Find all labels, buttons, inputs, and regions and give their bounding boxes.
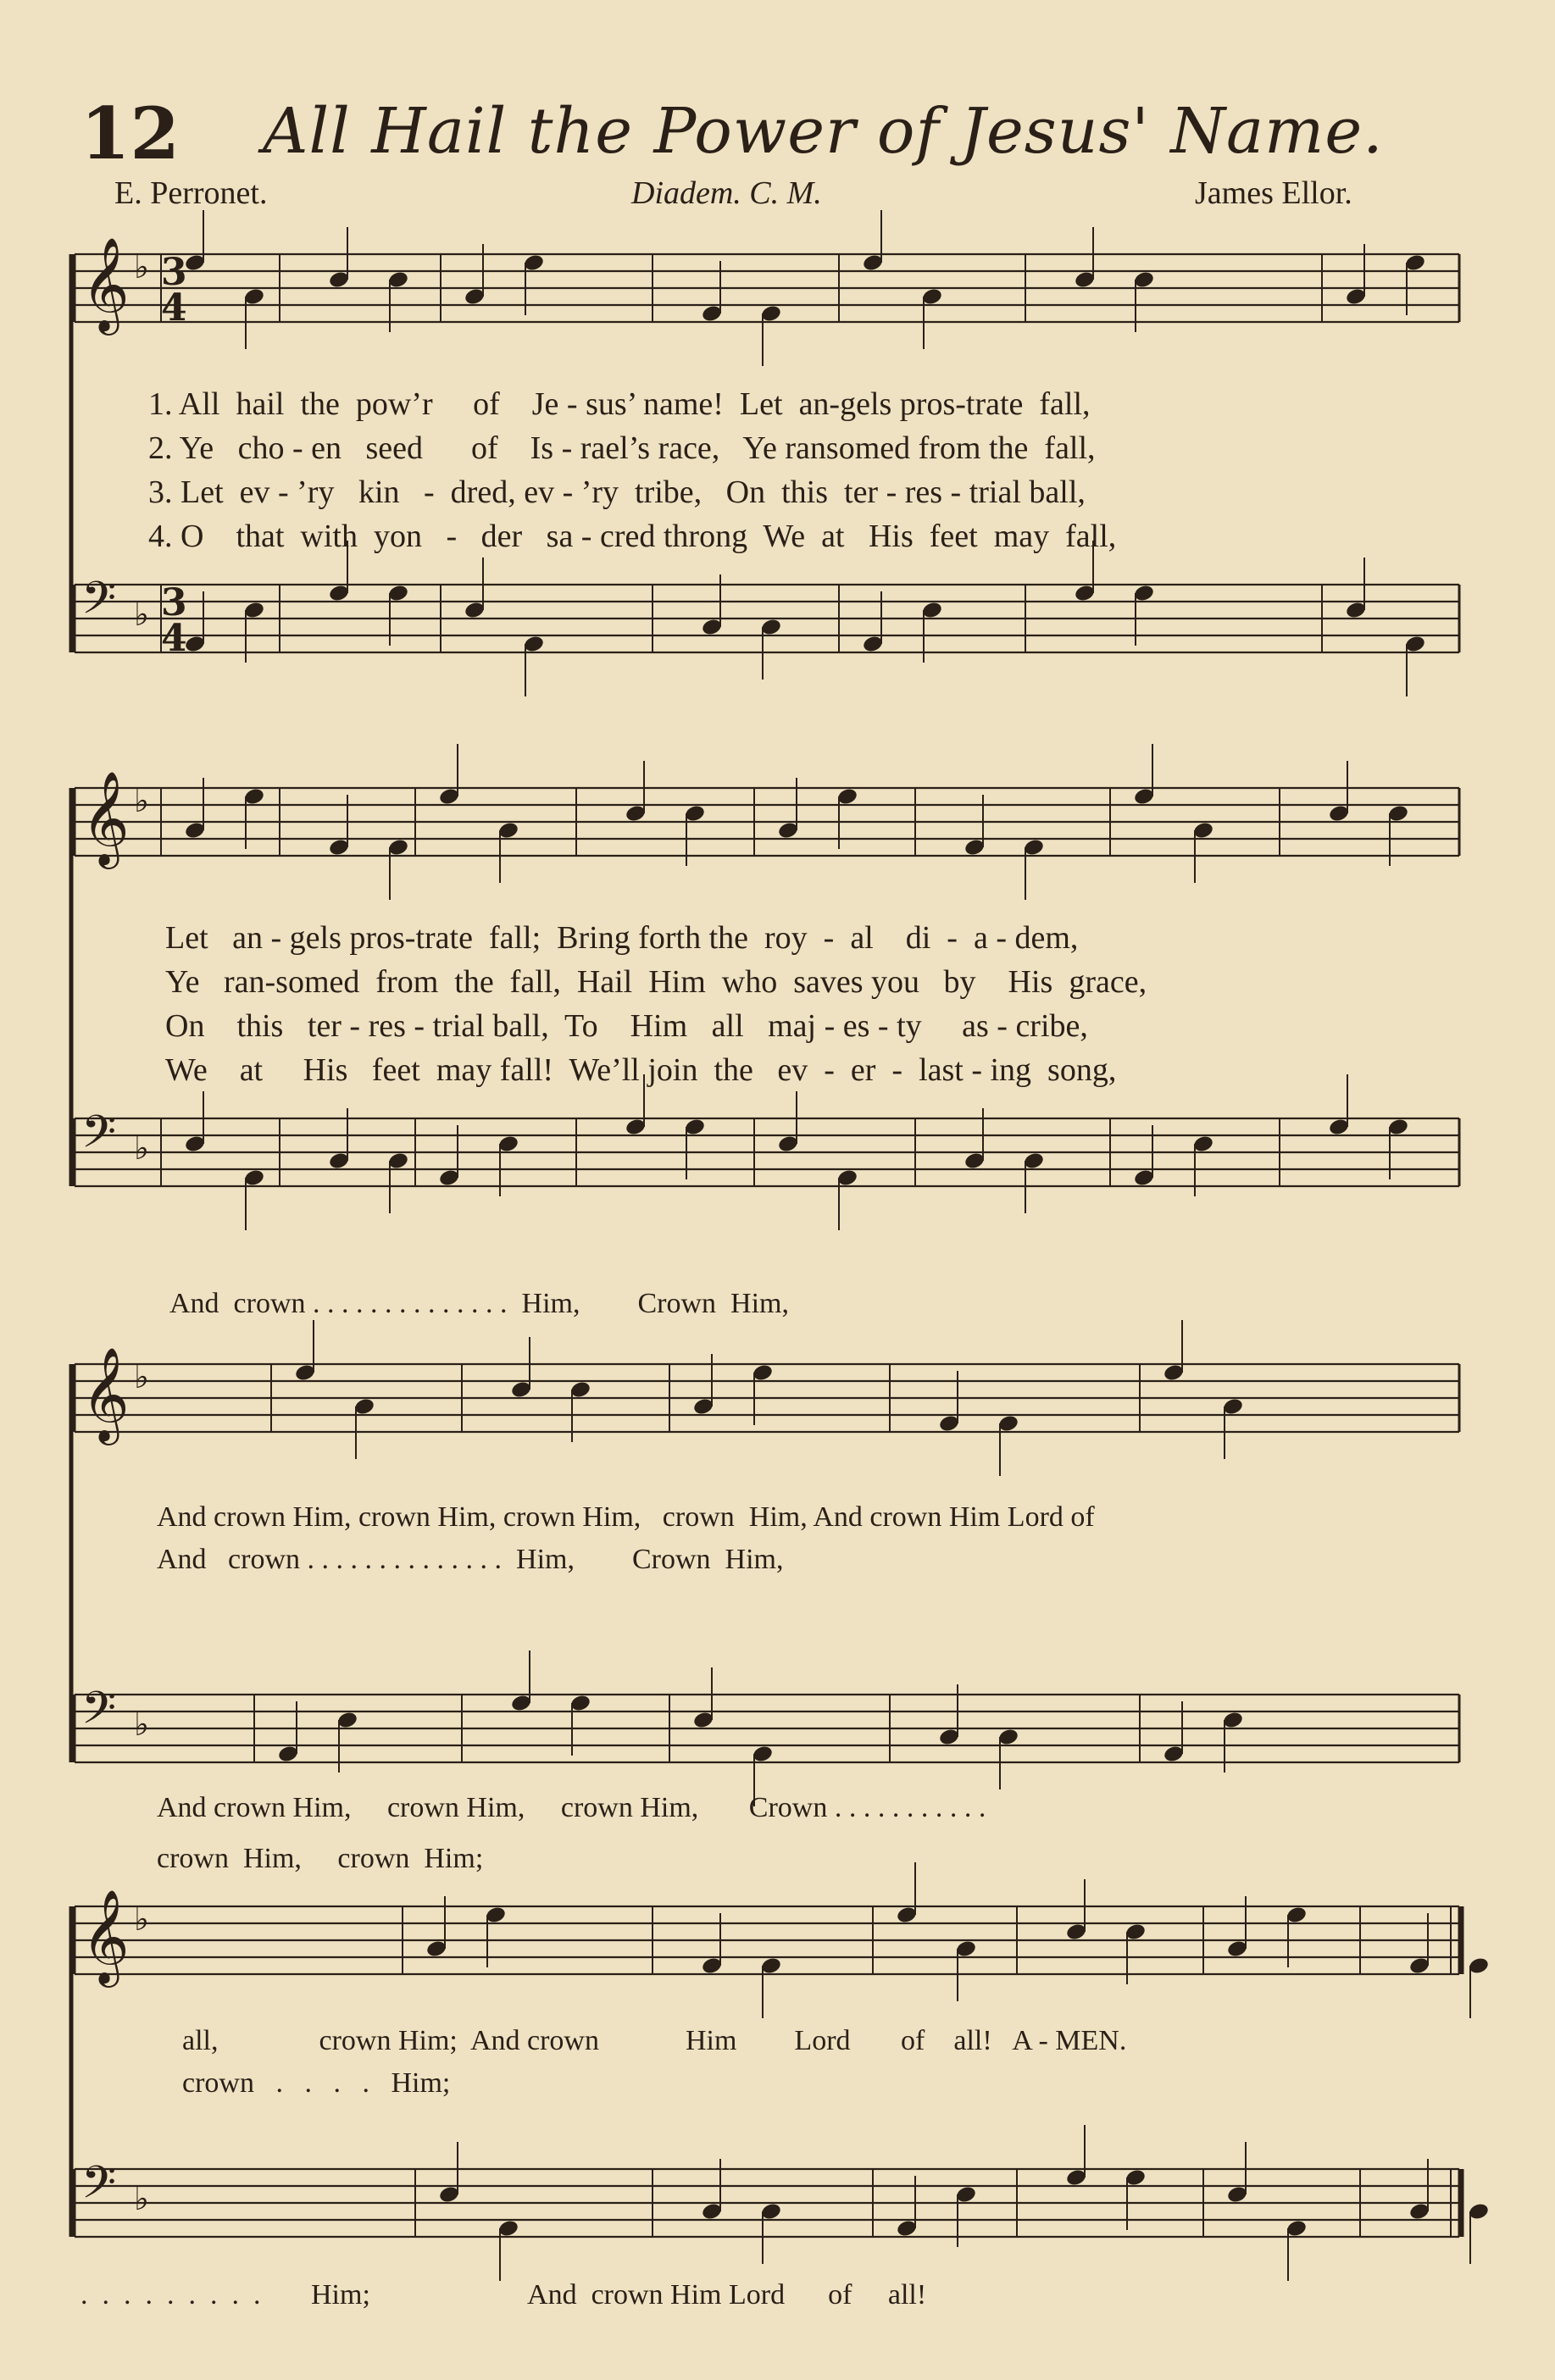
hymn-title: All Hail the Power of Jesus' Name. <box>263 95 1384 168</box>
treble-clef-icon: 𝄞 <box>81 1889 130 1983</box>
chorus-line: crown Him, crown Him; <box>157 1843 484 1874</box>
verse-line: 3. Let ev - ’ry kin - dred, ev - ’ry tribe, On this ter - res - trial ball, <box>148 474 1086 510</box>
time-signature: 4 <box>161 617 187 660</box>
chorus-line: And crown . . . . . . . . . . . . . . Him, Crown Him, <box>157 1544 784 1575</box>
chorus-line: And crown Him, crown Him, crown Him, Crown . . . . . . . . . . . <box>157 1792 986 1823</box>
flat-icon: ♭ <box>134 1358 149 1395</box>
tune-name: Diadem. C. M. <box>631 175 822 211</box>
bass-clef-icon: 𝄢 <box>81 1107 117 1169</box>
bass-clef-icon: 𝄢 <box>81 2157 117 2220</box>
flat-icon: ♭ <box>134 782 149 819</box>
verse-line: 4. O that with yon - der sa - cred throng We at His feet may fall, <box>148 519 1117 554</box>
treble-clef-icon: 𝄞 <box>81 770 130 865</box>
time-signature: 3 <box>161 581 187 624</box>
verse-line: On this ter - res - trial ball, To Him all maj - es - ty as - cribe, <box>165 1008 1088 1044</box>
bass-clef-icon: 𝄢 <box>81 1683 117 1745</box>
author-credit: E. Perronet. <box>114 175 268 211</box>
treble-clef-icon: 𝄞 <box>81 1346 130 1441</box>
time-signature: 4 <box>161 286 187 330</box>
flat-icon: ♭ <box>134 596 149 633</box>
verse-line: We at His feet may fall! We’ll join the ev - er - last - ing song, <box>165 1052 1117 1088</box>
hymn-number: 12 <box>81 92 180 175</box>
bass-clef-icon: 𝄢 <box>81 573 117 635</box>
verse-line: 1. All hail the pow’r of Je - sus’ name! Let an-gels pros-trate fall, <box>148 386 1091 422</box>
chorus-line: crown . . . . Him; <box>182 2067 451 2099</box>
flat-icon: ♭ <box>134 248 149 286</box>
flat-icon: ♭ <box>134 1706 149 1743</box>
flat-icon: ♭ <box>134 2180 149 2217</box>
time-signature: 3 <box>161 251 187 294</box>
verse-line: Ye ran-somed from the fall, Hail Him who saves you by His grace, <box>165 964 1147 1000</box>
flat-icon: ♭ <box>134 1129 149 1167</box>
chorus-line: all, crown Him; And crown Him Lord of all! A - MEN. <box>182 2025 1127 2056</box>
flat-icon: ♭ <box>134 1900 149 1938</box>
chorus-line: And crown . . . . . . . . . . . . . . Him, Crown Him, <box>169 1288 789 1319</box>
chorus-line: . . . . . . . . . Him; And crown Him Lord of all! <box>81 2279 927 2311</box>
treble-clef-icon: 𝄞 <box>81 236 130 331</box>
verse-line: Let an - gels pros-trate fall; Bring forth the roy - al di - a - dem, <box>165 920 1079 956</box>
composer-credit: James Ellor. <box>1195 175 1352 211</box>
chorus-line: And crown Him, crown Him, crown Him, crown Him, And crown Him Lord of <box>157 1501 1095 1533</box>
verse-line: 2. Ye cho - en seed of Is - rael’s race, Ye ransomed from the fall, <box>148 430 1096 466</box>
